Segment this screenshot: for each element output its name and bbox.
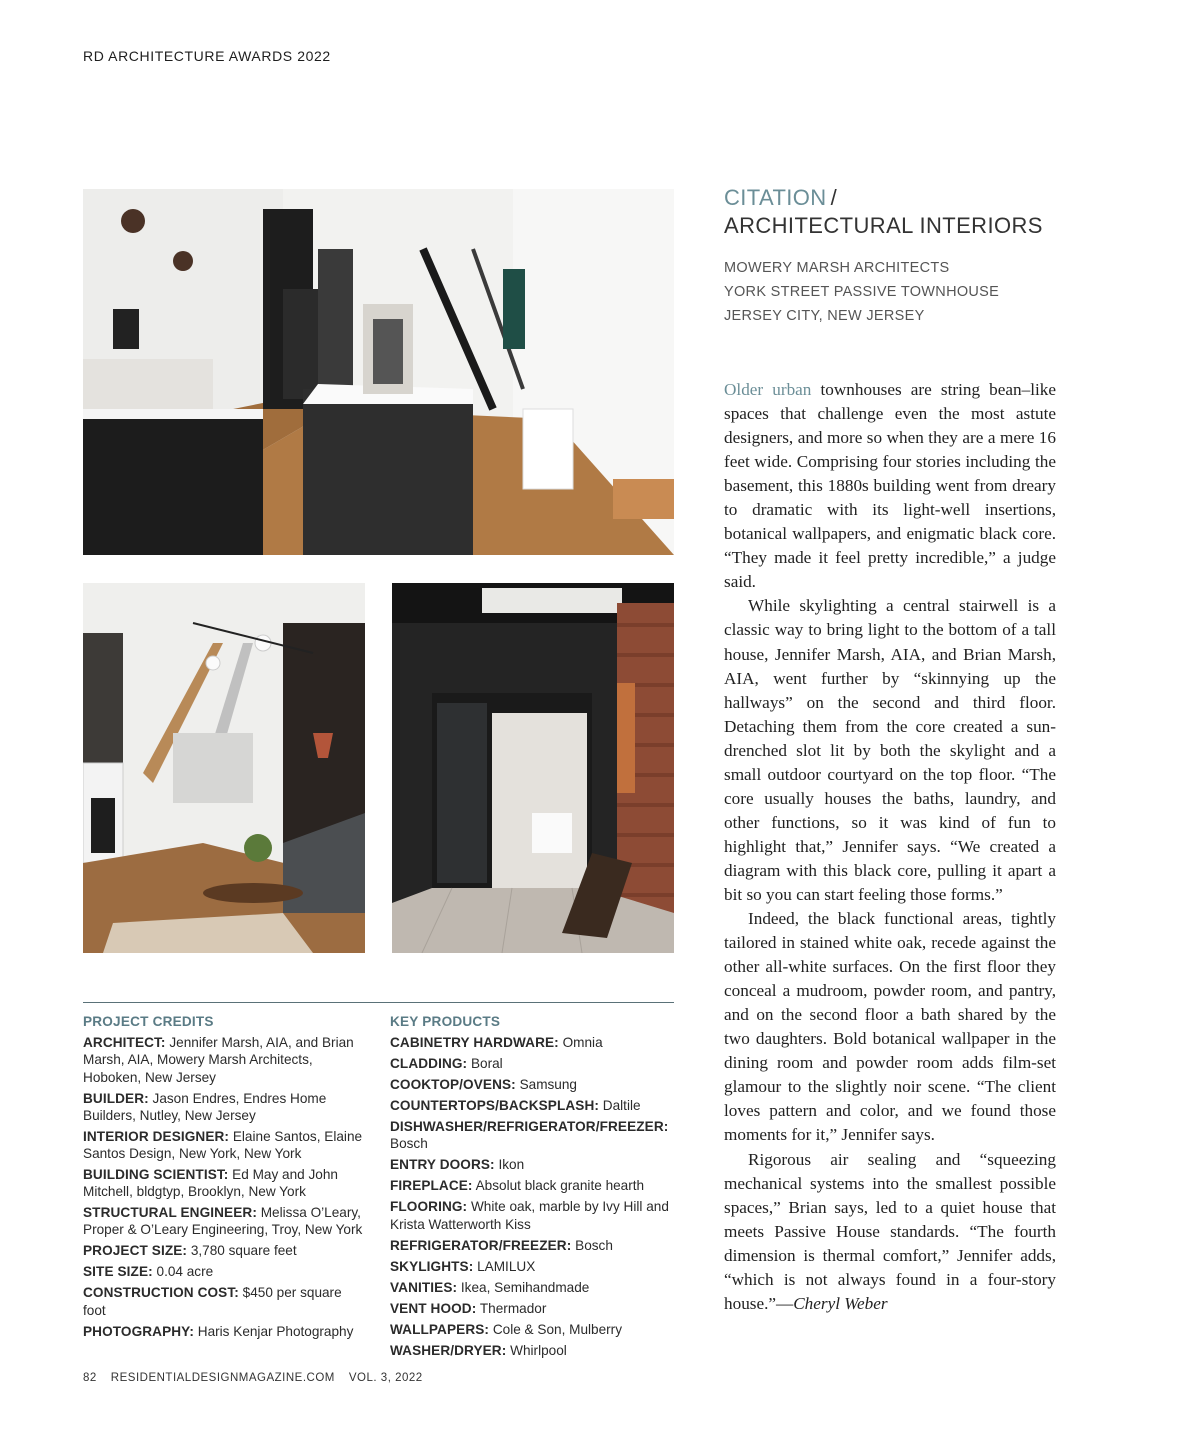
credit-value: Bosch (575, 1237, 613, 1253)
credit-entry (390, 1156, 674, 1173)
credit-label: BUILDER: (83, 1090, 149, 1106)
credit-entry (83, 1090, 368, 1124)
credit-label: SKYLIGHTS: (390, 1258, 474, 1274)
site-url: RESIDENTIALDESIGNMAGAZINE.COM (110, 1372, 335, 1384)
credit-entry (83, 1323, 368, 1340)
project-credits (83, 1013, 368, 1344)
credit-value: White oak, marble by Ivy Hill and Krista Watterworth Kiss (390, 1199, 669, 1232)
firm-name: MOWERY MARSH ARCHITECTS (724, 260, 950, 276)
credit-label: PROJECT SIZE: (83, 1243, 188, 1259)
credit-label: COUNTERTOPS/BACKSPLASH: (390, 1098, 599, 1114)
project-credits-heading: PROJECT CREDITS (83, 1014, 214, 1029)
project-name: YORK STREET PASSIVE TOWNHOUSE (724, 284, 1000, 300)
credit-value: Daltile (602, 1098, 641, 1114)
title-separator: / (830, 185, 838, 210)
courtyard-photo (392, 583, 674, 953)
credit-label: FLOORING: (390, 1199, 468, 1215)
credit-label: CLADDING: (390, 1056, 468, 1072)
credit-entry (83, 1166, 368, 1200)
project-meta (724, 256, 1144, 328)
key-products (390, 1013, 674, 1363)
credit-value: Thermador (479, 1300, 547, 1316)
lead-in: Older urban (724, 380, 812, 399)
title-block (724, 184, 1144, 328)
credit-label: WALLPAPERS: (390, 1321, 490, 1337)
credit-entry (390, 1300, 674, 1317)
credit-value: Melissa O’Leary, Proper & O’Leary Engineering, Troy, New York (83, 1205, 363, 1238)
credit-entry (390, 1076, 674, 1093)
key-products-heading: KEY PRODUCTS (390, 1014, 501, 1029)
folio (83, 1372, 437, 1384)
article-paragraph (724, 378, 1056, 594)
paragraph-text: townhouses are string bean–like spaces that challenge even the most astute designers, and more so when they are a mere 16 feet wide. Comprising four stories including the basement, this 1880s building went from dreary to dramatic with its light-well insertions, botanical wallpapers, and enigmatic black core. “They made it feel pretty incredible,” a judge said. (724, 380, 1056, 592)
credit-entry (390, 1198, 674, 1232)
credit-entry (390, 1279, 674, 1296)
products-list (390, 1034, 674, 1359)
credit-entry (390, 1258, 674, 1275)
credit-value: 0.04 acre (156, 1264, 214, 1280)
credit-value: Cole & Son, Mulberry (492, 1321, 623, 1337)
credit-value: Ikea, Semihandmade (460, 1279, 590, 1295)
credit-entry (390, 1034, 674, 1051)
credit-entry (83, 1204, 368, 1238)
credits-list (83, 1034, 368, 1340)
credit-value: $450 per square foot (83, 1285, 342, 1318)
credit-entry (390, 1177, 674, 1194)
project-location: JERSEY CITY, NEW JERSEY (724, 308, 925, 324)
award-subcategory: ARCHITECTURAL INTERIORS (724, 213, 1043, 238)
award-category: CITATION (724, 185, 827, 210)
credit-label: FIREPLACE: (390, 1178, 473, 1194)
credit-value: Ikon (498, 1157, 525, 1173)
credit-label: CONSTRUCTION COST: (83, 1285, 239, 1301)
article-paragraph: While skylighting a central stairwell is a classic way to bring light to the bottom of a tall house, Jennifer Marsh, AIA, and Brian Marsh, AIA, went further by “skinnying up the hallways” on the second and third floor. Detaching them from the core created a sun-drenched slot lit by both the skylight and a small outdoor courtyard on the top floor. “The core usually houses the baths, laundry, and other functions, so it was kind of fun to highlight that,” Jennifer says. “We created a diagram with this black core, pulling it apart a bit so you can start feeling those forms.” (724, 596, 1056, 904)
running-head: RD ARCHITECTURE AWARDS 2022 (83, 48, 331, 64)
credit-entry (83, 1034, 368, 1086)
byline: Cheryl Weber (793, 1293, 888, 1313)
credit-label: SITE SIZE: (83, 1264, 153, 1280)
credits-divider (83, 1002, 674, 1003)
credit-label: ENTRY DOORS: (390, 1157, 495, 1173)
credit-entry (390, 1097, 674, 1114)
credit-value: LAMILUX (477, 1258, 536, 1274)
credit-entry (390, 1321, 674, 1338)
credit-label: CABINETRY HARDWARE: (390, 1035, 559, 1051)
credit-label: REFRIGERATOR/FREEZER: (390, 1237, 572, 1253)
credit-label: ARCHITECT: (83, 1035, 166, 1051)
living-room-photo (83, 583, 365, 953)
article-body (724, 378, 1056, 1316)
award-title (724, 184, 1144, 212)
credit-entry (390, 1237, 674, 1254)
credit-value: Jennifer Marsh, AIA, and Brian Marsh, AIA, Mowery Marsh Architects, Hoboken, New Jersey (83, 1035, 354, 1085)
credit-entry (390, 1118, 674, 1152)
credit-entry (390, 1342, 674, 1359)
credit-label: DISHWASHER/REFRIGERATOR/FREEZER: (390, 1119, 669, 1135)
credit-value: Bosch (390, 1136, 428, 1152)
credit-value: Ed May and John Mitchell, bldgtyp, Brooklyn, New York (83, 1167, 338, 1200)
credit-entry (83, 1128, 368, 1162)
credit-value: Samsung (519, 1077, 577, 1093)
kitchen-photo (83, 189, 674, 555)
credit-label: PHOTOGRAPHY: (83, 1323, 194, 1339)
credit-label: INTERIOR DESIGNER: (83, 1128, 230, 1144)
credit-label: BUILDING SCIENTIST: (83, 1167, 229, 1183)
credit-value: Absolut black granite hearth (475, 1178, 645, 1194)
credit-value: Elaine Santos, Elaine Santos Design, New York, New York (83, 1128, 363, 1162)
credit-label: VENT HOOD: (390, 1300, 477, 1316)
credit-value: Jason Endres, Endres Home Builders, Nutley, New Jersey (83, 1090, 327, 1123)
credit-value: 3,780 square feet (190, 1243, 297, 1259)
credit-entry (83, 1263, 368, 1280)
credit-label: WASHER/DRYER: (390, 1342, 507, 1358)
credit-label: VANITIES: (390, 1279, 458, 1295)
paragraph-text: Rigorous air sealing and “squeezing mechanical systems into the smallest possible spaces,” Brian says, led to a quiet house that meets Passive House standards. “The fourth dimension is thermal comfort,” Jennifer adds, “which is not always found in a four-story house.”— (724, 1149, 1056, 1313)
credit-value: Haris Kenjar Photography (197, 1323, 354, 1339)
article-paragraph: Indeed, the black functional areas, tightly tailored in stained white oak, recede against the other all-white surfaces. On the first floor they conceal a mudroom, powder room, and pantry, and on the second floor a bath shared by the two daughters. Bold botanical wallpaper in the dining room and powder room adds film-set glamour to the slightly noir scene. “The client loves pattern and color, and we found those moments for it,” Jennifer says. (724, 909, 1056, 1145)
credit-entry (390, 1055, 674, 1072)
credit-entry (83, 1242, 368, 1259)
credit-value: Whirlpool (510, 1342, 567, 1358)
article-paragraph (724, 1148, 1056, 1316)
credit-value: Boral (470, 1056, 503, 1072)
page-number: 82 (83, 1372, 97, 1384)
volume-info: VOL. 3, 2022 (348, 1372, 423, 1384)
credit-label: STRUCTURAL ENGINEER: (83, 1205, 257, 1221)
credit-entry (83, 1284, 368, 1318)
credit-label: COOKTOP/OVENS: (390, 1077, 516, 1093)
credit-value: Omnia (562, 1035, 603, 1051)
